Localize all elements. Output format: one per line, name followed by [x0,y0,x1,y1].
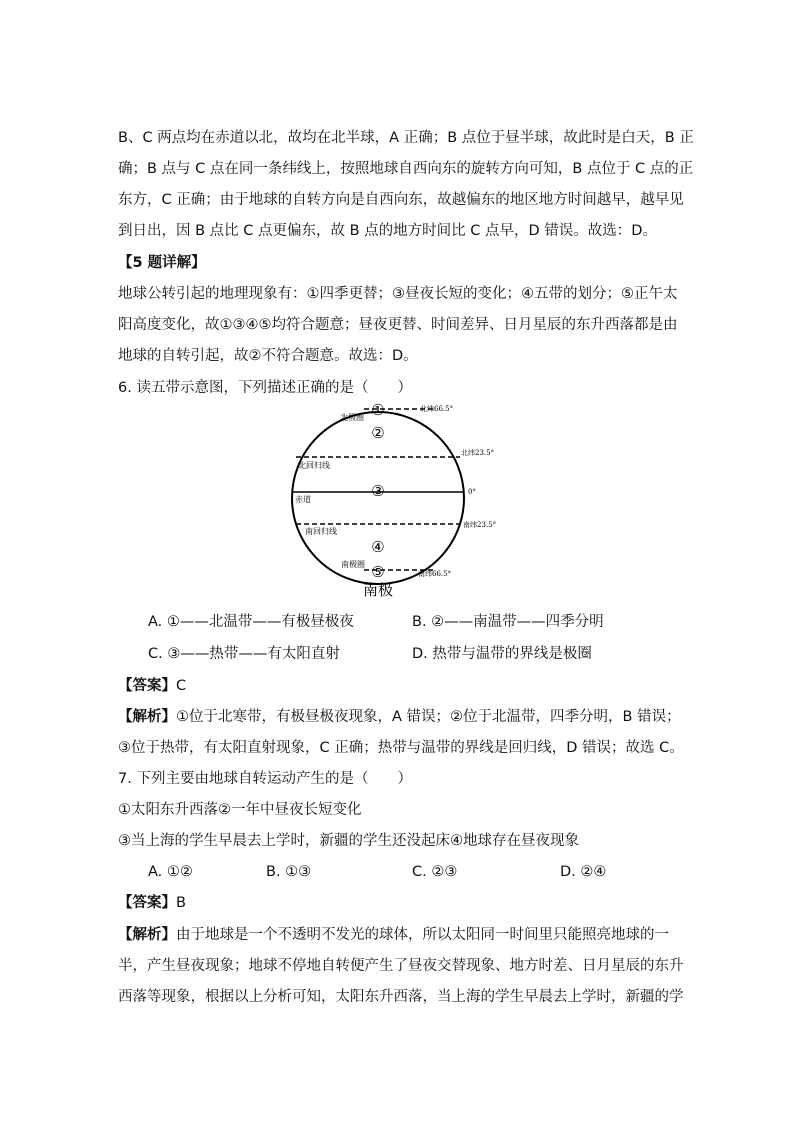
text-line: 东方，C 正确；由于地球的自转方向是自西向东，故越偏东的地区地方时间越早，越早见 [118,192,684,208]
text-line: 地球公转引起的地理现象有：①四季更替；③昼夜长短的变化；④五带的划分；⑤正午太 [118,286,678,302]
q7-option-b: B. ①③ [266,864,312,880]
text-line: 确；B 点与 C 点在同一条纬线上，按照地球自西向东的旋转方向可知，B 点位于 C 点的正 [118,161,694,177]
analysis-label: 【解析】 [118,927,176,943]
latitude-label: 北纬23.5° [461,449,495,457]
five-zones-diagram [280,400,500,600]
q5-heading: 【5 题详解】 [118,255,206,271]
south-pole-label: 南极 [362,581,394,599]
q7-question: 7. 下列主要由地球自转运动产生的是（ ） [118,771,412,787]
latitude-label: 北纬66.5° [420,405,454,413]
q6-option-d: D. 热带与温带的界线是极圈 [412,646,592,662]
q7-analysis [118,925,669,945]
zone-5-label: ⑤ [371,563,385,581]
text-line: 到日出，因 B 点比 C 点更偏东，故 B 点的地方时间比 C 点早，D 错误。故选：D。 [118,223,657,239]
q7-statements: ①太阳东升西落②一年中昼夜长短变化 [118,802,362,818]
arctic-circle-label: 北极圈 [340,413,364,422]
q6-option-b: B. ②——南温带——四季分明 [412,614,604,630]
q7-option-c: C. ②③ [412,864,458,880]
answer-value: B [176,895,186,911]
zone-3-label: ③ [371,482,385,500]
zone-4-label: ④ [371,538,385,556]
q6-option-a: A. ①——北温带——有极昼极夜 [148,614,354,630]
answer-label: 【答案】 [118,678,176,694]
text-line: 西落等现象，根据以上分析可知，太阳东升西落，当上海的学生早晨去上学时，新疆的学 [118,989,684,1005]
latitude-label: 南纬66.5° [418,570,452,578]
answer-label: 【答案】 [118,895,176,911]
text-line: 半，产生昼夜现象；地球不停地自转便产生了昼夜交替现象、地方时差、日月星辰的东升 [118,958,684,974]
text-line: 地球的自转引起，故②不符合题意。故选：D。 [118,348,418,364]
latitude-label: 0° [468,488,476,496]
text-line: ③位于热带，有太阳直射现象，C 正确；热带与温带的界线是回归线，D 错误；故选 C。 [118,740,684,756]
antarctic-circle-label: 南极圈 [341,560,365,569]
latitude-label: 南纬23.5° [463,521,497,529]
zone-1-label: ① [371,401,385,419]
answer-value: C [176,678,187,694]
tropic-capricorn-label: 南回归线 [305,527,337,536]
q7-answer [118,893,186,913]
q6-question: 6. 读五带示意图，下列描述正确的是（ ） [118,380,412,396]
zone-2-label: ② [371,424,385,442]
q6-answer [118,676,186,696]
q7-option-d: D. ②④ [560,864,607,880]
q6-option-c: C. ③——热带——有太阳直射 [148,646,340,662]
analysis-label: 【解析】 [118,709,176,725]
text-line: B、C 两点均在赤道以北，故均在北半球，A 正确；B 点位于昼半球，故此时是白天，B 正 [118,130,694,146]
q7-statements: ③当上海的学生早晨去上学时，新疆的学生还没起床④地球存在昼夜现象 [118,833,579,849]
equator-label: 赤道 [295,495,311,504]
tropic-cancer-label: 北回归线 [298,461,330,470]
q6-analysis [118,707,681,727]
analysis-text: 由于地球是一个不透明不发光的球体，所以太阳同一时间里只能照亮地球的一 [176,927,669,943]
text-line: 阳高度变化，故①③④⑤均符合题意；昼夜更替、时间差异、日月星辰的东升西落都是由 [118,317,678,333]
q7-option-a: A. ①② [148,864,193,880]
analysis-text: ①位于北寒带，有极昼极夜现象，A 错误；②位于北温带，四季分明，B 错误； [176,709,681,725]
